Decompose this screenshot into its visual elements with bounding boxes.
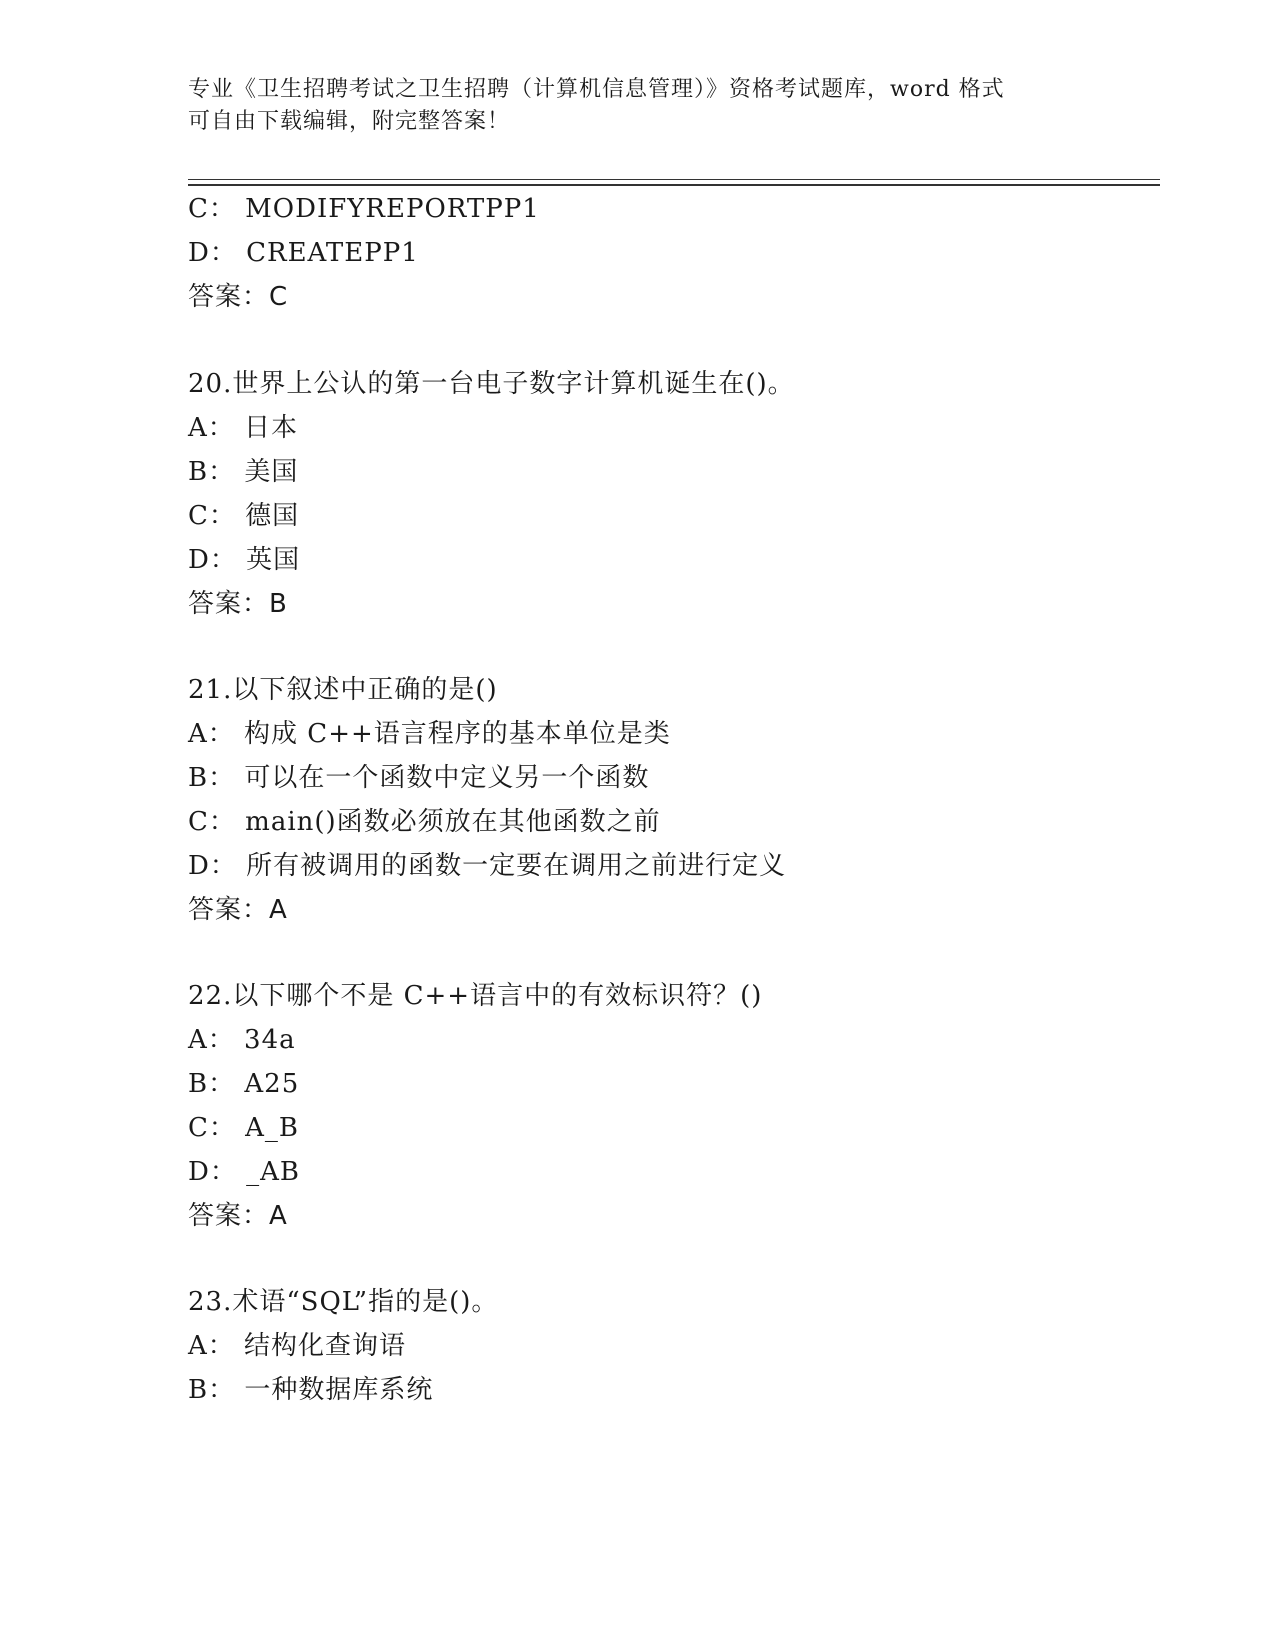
header-divider-thin <box>188 179 1160 180</box>
q21-option-b: B： 可以在一个函数中定义另一个函数 <box>188 763 650 793</box>
q20-answer: 答案：B <box>188 589 288 619</box>
q20-question: 20.世界上公认的第一台电子数字计算机诞生在()。 <box>188 369 795 399</box>
q20-option-d: D： 英国 <box>188 545 301 575</box>
header-line-1: 专业《卫生招聘考试之卫生招聘（计算机信息管理）》资格考试题库，word 格式 <box>188 77 1005 102</box>
q23-option-b: B： 一种数据库系统 <box>188 1375 434 1405</box>
q19-option-c: C： MODIFYREPORTPP1 <box>188 194 540 224</box>
header-line-2: 可自由下载编辑，附完整答案！ <box>188 109 511 134</box>
q21-answer: 答案：A <box>188 895 288 925</box>
header-divider-thick <box>188 184 1160 186</box>
q23-question: 23.术语“SQL”指的是()。 <box>188 1287 499 1317</box>
q22-option-b: B： A25 <box>188 1069 300 1099</box>
q22-answer: 答案：A <box>188 1201 288 1231</box>
q19-answer: 答案：C <box>188 282 289 312</box>
q22-option-c: C： A_B <box>188 1113 300 1143</box>
q20-option-a: A： 日本 <box>188 413 299 443</box>
q20-option-c: C： 德国 <box>188 501 300 531</box>
q23-option-a: A： 结构化查询语 <box>188 1331 407 1361</box>
document-header <box>188 74 1088 138</box>
q21-question: 21.以下叙述中正确的是() <box>188 675 498 705</box>
q21-option-a: A： 构成 C++语言程序的基本单位是类 <box>188 719 671 749</box>
q22-option-a: A： 34a <box>188 1025 296 1055</box>
q20-option-b: B： 美国 <box>188 457 299 487</box>
q22-option-d: D： _AB <box>188 1157 300 1187</box>
q21-option-c: C： main()函数必须放在其他函数之前 <box>188 807 661 837</box>
q22-question: 22.以下哪个不是 C++语言中的有效标识符？() <box>188 981 763 1011</box>
q21-option-d: D： 所有被调用的函数一定要在调用之前进行定义 <box>188 851 787 881</box>
q19-option-d: D： CREATEPP1 <box>188 238 419 268</box>
